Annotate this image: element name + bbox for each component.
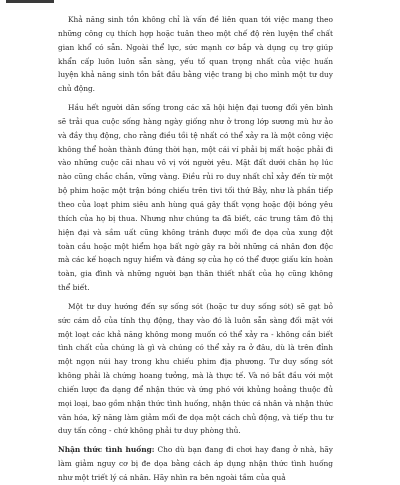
page-body xyxy=(58,13,333,485)
paragraph: Khả năng sinh tồn không chỉ là vấn đề liên quan tới việc mang theo những công cụ thích hợp hoặc tuân theo một chế độ rèn luyện thể chất gian khổ có sẵn. Ngoài thể lực, sức mạnh cơ bắp và dụng cụ trợ giúp khẩn cấp luôn luôn sẵn sàng, yếu tố quan trọng nhất của việc huấn luyện khả năng sinh tồn bắt đầu bằng việc trang bị cho mình một tư duy chủ động. xyxy=(58,15,333,94)
paragraph-text: Cho dù bạn đang đi chơi hay đang ở nhà, hãy làm giảm nguy cơ bị đe dọa bằng cách áp dụng nhận thức tình huống như một triết lý cá nhân. Hãy nhìn ra bên ngoài tầm của quả xyxy=(58,445,333,482)
paragraph xyxy=(58,443,333,485)
section-heading: Nhận thức tình huống: xyxy=(58,445,155,455)
paragraph: Hầu hết người dân sống trong các xã hội hiện đại tương đối yên bình sẽ trải qua cuộc sống hàng ngày giống như ở trong lớp sương mù hư ảo và đầy thụ động, cho rằng điều tồi tệ nhất có thể xảy ra là một công việc không thể hoàn thành đúng thời hạn, một cái ví phải bị mất hoặc phải đi vào những cuộc cãi nhau vô vị với người yêu. Mặt đất dưới chân họ lúc nào cũng chắc chắn, vững vàng. Điều rủi ro duy nhất chỉ xảy đến từ một bộ phim hoặc một trận bóng chiếu trên tivi tối thứ Bảy, như là phần tiếp theo của loạt phim siêu anh hùng quá gây thất vọng hoặc đội bóng yêu thích của họ bị thua. Nhưng như chúng ta đã biết, các trung tâm đô thị hiện đại và sầm uất cũng không tránh được mối đe dọa của xung đột toàn cầu hoặc một hiểm họa bất ngờ gây ra bởi những cá nhân đơn độc mà các kế hoạch nguy hiểm và đáng sợ của họ có thể được giấu kín hoàn toàn, gia đình và những người bạn thân thiết nhất của họ cũng không thể biết. xyxy=(58,103,333,293)
paragraph: Một tư duy hướng đến sự sống sót (hoặc tư duy sống sót) sẽ gạt bỏ sức cám dỗ của tính thụ động, thay vào đó là luôn sẵn sàng đối mặt với một loạt các khả năng không mong muốn có thể xảy ra - không cần biết tình chất của chúng là gì và chúng có thể xảy ra ở đâu, dù là trên đỉnh một ngọn núi hay trong khu chiếu phim địa phương. Tư duy sống sót không phải là chứng hoang tưởng, mà là thực tế. Và nó bắt đầu với một chiến lược đa dạng để nhận thức và ứng phó với khủng hoảng thuộc đủ mọi loại, bao gồm nhận thức tình huống, nhận thức cá nhân và nhận thức văn hóa, kỹ năng làm giảm mối đe dọa một cách chủ động, và tiếp thu tư duy tấn công - chứ không phải tư duy phòng thủ. xyxy=(58,301,333,436)
header-rule xyxy=(6,0,54,3)
